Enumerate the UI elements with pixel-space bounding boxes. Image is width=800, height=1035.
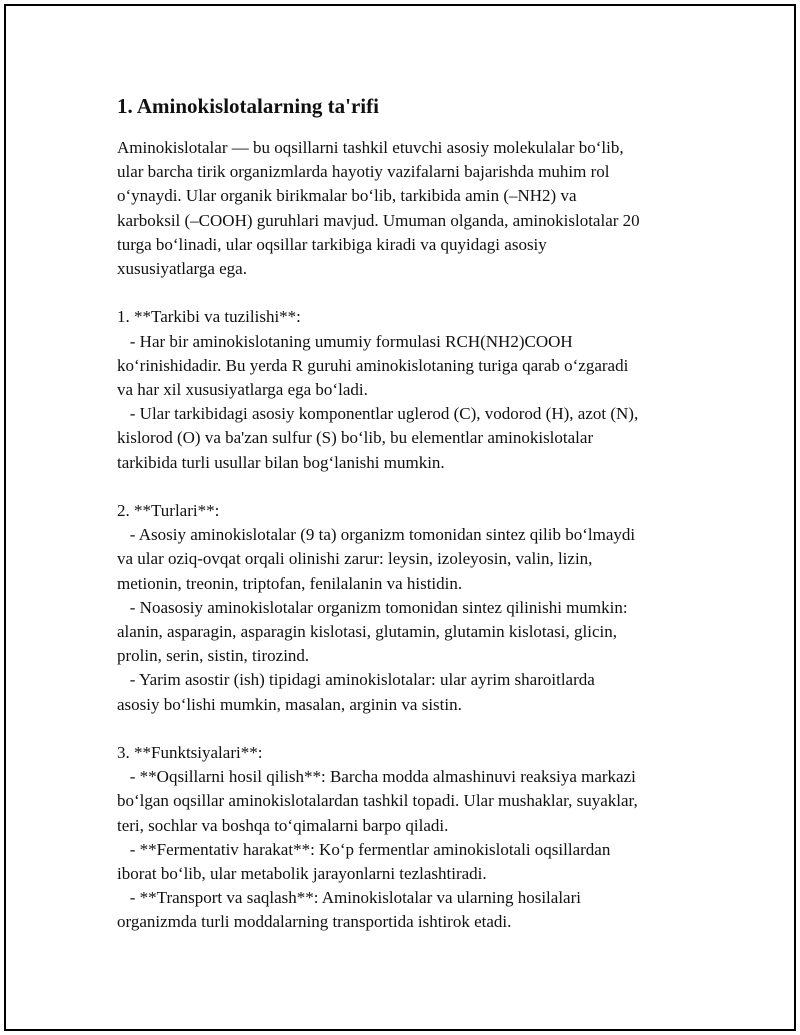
section-functions [117,741,697,935]
document-heading: 1. Aminokislotalarning ta'rifi [117,94,379,118]
section-composition [117,305,697,474]
section-text: - Asosiy aminokislotalar (9 ta) organizm tomonidan sintez qilib bo‘lmaydi va ular oziq-ovqat orqali olinishi zarur: leysin, izoleyosin, valin, lizin, metionin, treonin, triptofan, fenilalanin va histidin. - Noasosiy aminokislotalar organizm tomonidan sintez qilinishi mumkin: alanin, asparagin, asparagin kislotasi, glutamin, glutamin kislotasi, glicin, prolin, serin, sistin, tirozind. - Yarim asostir (ish) tipidagi aminokislotalar: ular ayrim sharoitlarda asosiy bo‘lishi mumkin, masalan, arginin va sistin. [117,525,636,714]
section-text: - **Oqsillarni hosil qilish**: Barcha modda almashinuvi reaksiya markazi bo‘lgan oqsillar aminokislotalardan tashkil topadi. Ular mushaklar, suyaklar, teri, sochlar va boshqa to‘qimalarni barpo qiladi. - **Fermentativ harakat**: Ko‘p fermentlar aminokislotali oqsillardan iborat bo‘lib, ular metabolik jarayonlarni tezlashtiradi. - **Transport va saqlash**: Aminokislotalar va ularning hosilalari organizmda turli moddalarning transportida ishtirok etadi. [117,767,638,932]
intro-paragraph: Aminokislotalar — bu oqsillarni tashkil etuvchi asosiy molekulalar bo‘lib, ular barcha tirik organizmlarda hayotiy vazifalarni bajarishda muhim rol o‘ynaydi. Ular organik birikmalar bo‘lib, tarkibida amin (–NH2) va karboksil (–COOH) guruhlari mavjud. Umuman olganda, aminokislotalar 20 turga bo‘linadi, ular oqsillar tarkibiga kiradi va quyidagi asosiy xususiyatlarga ega. [117,138,640,279]
section-types [117,499,697,717]
document-body [117,92,697,935]
section-title: 3. **Funktsiyalari**: [117,743,263,763]
section-text: - Har bir aminokislotaning umumiy formulasi RCH(NH2)COOH ko‘rinishidadir. Bu yerda R guruhi aminokislotaning turiga qarab o‘zgaradi va har xil xususiyatlarga ega bo‘ladi. - Ular tarkibidagi asosiy komponentlar uglerod (C), vodorod (H), azot (N), kislorod (O) va ba'zan sulfur (S) bo‘lib, bu elementlar aminokislotalar tarkibida turli usullar bilan bog‘lanishi mumkin. [117,331,639,472]
section-title: 2. **Turlari**: [117,501,220,521]
section-title: 1. **Tarkibi va tuzilishi**: [117,307,301,327]
